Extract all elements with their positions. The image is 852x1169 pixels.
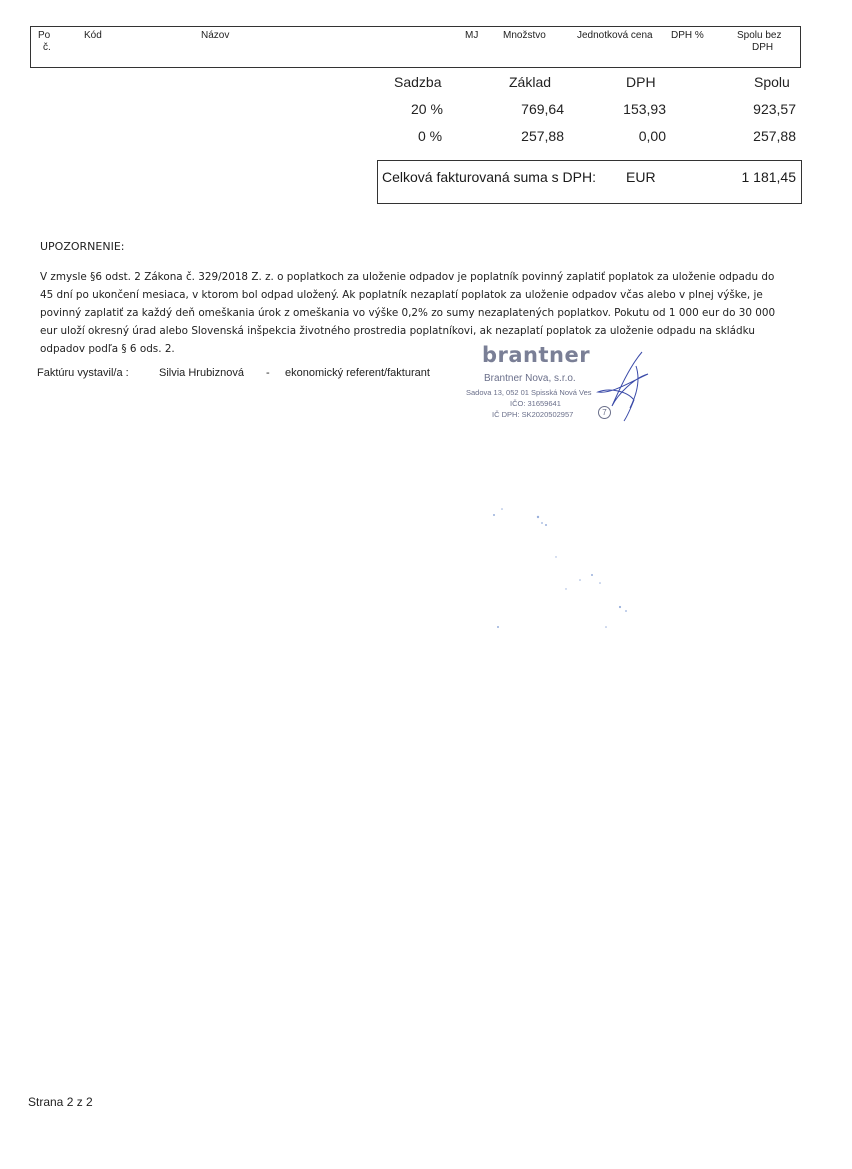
col-dph-percent: DPH % xyxy=(671,30,704,41)
items-table-header xyxy=(30,26,801,68)
issuer-role: ekonomický referent/fakturant xyxy=(285,367,430,379)
vat-header-sadzba: Sadzba xyxy=(394,74,442,90)
col-mj: MJ xyxy=(465,30,479,41)
notice-heading: UPOZORNENIE: xyxy=(40,240,125,253)
stamp-address: Sadova 13, 052 01 Spisská Nová Ves xyxy=(466,388,592,397)
issuer-label: Faktúru vystavil/a : xyxy=(37,367,129,379)
col-kod: Kód xyxy=(84,30,102,41)
stamp-ico: IČO: 31659641 xyxy=(510,399,561,408)
col-mnozstvo: Množstvo xyxy=(503,30,546,41)
col-jednotkova-cena: Jednotková cena xyxy=(577,30,653,41)
vat-header-spolu: Spolu xyxy=(754,74,790,90)
page-number: Strana 2 z 2 xyxy=(28,1095,93,1109)
col-spolu-dph: DPH xyxy=(752,42,774,53)
signature-stroke xyxy=(598,352,648,421)
scan-specks xyxy=(480,495,640,640)
total-currency: EUR xyxy=(626,169,656,185)
issuer-name: Silvia Hrubiznová xyxy=(159,367,244,379)
vat-row-1-sadzba: 20 % xyxy=(411,101,443,117)
stamp-number: 7 xyxy=(598,406,611,419)
vat-row-2-dph: 0,00 xyxy=(638,128,666,144)
col-poc-2: č. xyxy=(43,42,51,53)
vat-row-1-dph: 153,93 xyxy=(623,101,666,117)
vat-header-zaklad: Základ xyxy=(509,74,552,90)
issuer-dash: - xyxy=(266,367,270,379)
speck-group xyxy=(493,508,627,628)
stamp-icdph: IČ DPH: SK2020502957 xyxy=(492,410,574,419)
total-label: Celková fakturovaná suma s DPH: xyxy=(382,169,596,185)
col-nazov: Názov xyxy=(201,30,230,41)
total-box xyxy=(377,160,802,204)
stamp-company: Brantner Nova, s.r.o. xyxy=(484,373,576,384)
signature xyxy=(590,348,660,423)
brantner-logo: brantner xyxy=(482,343,591,367)
vat-row-2-spolu: 257,88 xyxy=(753,128,796,144)
vat-row-1-zaklad: 769,64 xyxy=(521,101,564,117)
vat-row-1-spolu: 923,57 xyxy=(753,101,796,117)
col-poc: Po xyxy=(38,30,51,41)
total-amount: 1 181,45 xyxy=(741,169,796,185)
vat-header-dph: DPH xyxy=(626,74,656,90)
vat-row-2-zaklad: 257,88 xyxy=(521,128,564,144)
vat-row-2-sadzba: 0 % xyxy=(418,128,443,144)
col-spolu-bez: Spolu bez xyxy=(737,30,782,41)
notice-text: V zmysle §6 odst. 2 Zákona č. 329/2018 Z. z. o poplatkoch za uloženie odpadov je poplatník povinný zaplatiť poplatok za uloženie odpadu do 45 dní po ukončení mesiaca, v ktorom bol odpad uložený. Ak poplatník nezaplatí poplatok za uloženie odpadov včas alebo v plnej výške, je povinný zaplatiť za každý deň omeškania úrok z omeškania vo výške 0,2% zo sumy nezaplatených poplatkov. Pokutu od 1 000 eur do 30 000 eur uloží okresný úrad alebo Slovenská inšpekcia životného prostredia poplatníkovi, ak nezaplatí poplatok za uloženie odpadu na skládku odpadov podľa § 6 ods. 2. xyxy=(40,271,776,355)
